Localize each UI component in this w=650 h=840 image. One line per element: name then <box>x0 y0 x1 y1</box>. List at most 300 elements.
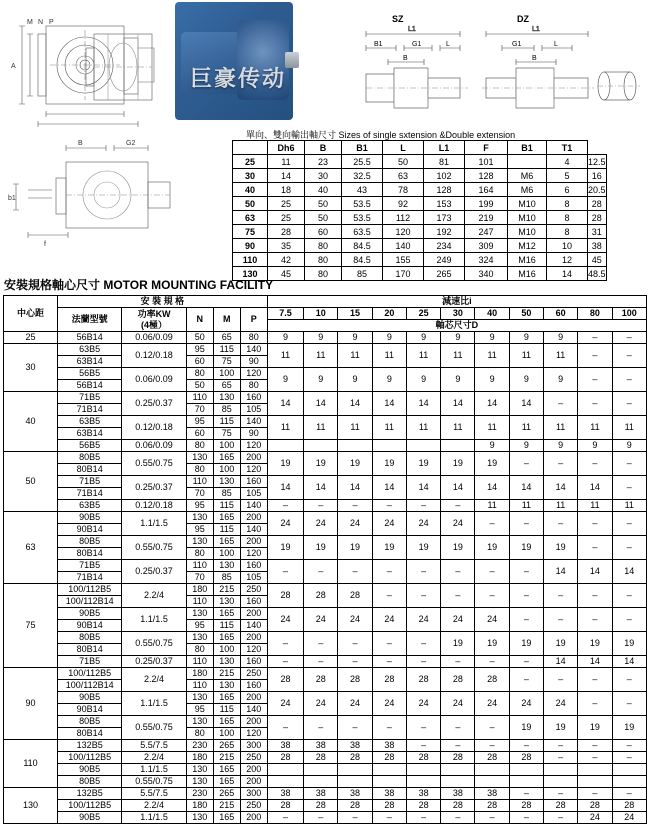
dim-value-cell: 30 <box>305 169 342 183</box>
cell-shaft-d: 24 <box>338 692 372 716</box>
cell-shaft-d: 38 <box>372 740 406 752</box>
cell-m: 265 <box>213 740 240 752</box>
cell-shaft-d: 28 <box>509 752 543 764</box>
cell-power: 0.25/0.37 <box>122 560 186 584</box>
cell-flange: 80B14 <box>58 644 122 656</box>
cell-shaft-d: 9 <box>338 368 372 392</box>
cell-shaft-d: 11 <box>509 500 543 512</box>
dim-value-cell: M10 <box>508 197 547 211</box>
cell-shaft-d: 19 <box>509 632 543 656</box>
cell-shaft-d: 19 <box>544 632 578 656</box>
cell-power: 0.12/0.18 <box>122 500 186 512</box>
cell-shaft-d: 9 <box>544 332 578 344</box>
dim-value-cell: 249 <box>424 253 465 267</box>
cell-shaft-d: – <box>406 740 440 752</box>
cell-m: 130 <box>213 560 240 572</box>
table-row <box>233 155 607 169</box>
header-p: P <box>240 308 267 332</box>
cell-shaft-d <box>509 776 543 788</box>
dim-value-cell: 20.5 <box>588 184 606 195</box>
cell-shaft-d: – <box>475 740 509 752</box>
sz-drawing <box>348 22 478 127</box>
cell-n: 130 <box>186 536 213 548</box>
table-row <box>233 267 607 281</box>
cell-n: 110 <box>186 560 213 572</box>
cell-shaft-d: – <box>338 500 372 512</box>
cell-flange: 71B14 <box>58 488 122 500</box>
dim-value-cell: 10 <box>547 239 588 253</box>
cell-n: 60 <box>186 356 213 368</box>
dz-drawing <box>472 22 602 127</box>
table-row <box>233 253 607 267</box>
cell-p: 300 <box>240 740 267 752</box>
cell-shaft-d: – <box>578 512 612 536</box>
cell-p: 250 <box>240 584 267 596</box>
cell-shaft-d: 19 <box>544 716 578 740</box>
cell-shaft-d: 19 <box>267 536 303 560</box>
cell-shaft-d: 24 <box>578 812 612 824</box>
dim-size-cell: 90 <box>233 239 268 253</box>
cell-flange: 80B14 <box>58 728 122 740</box>
cell-m: 165 <box>213 764 240 776</box>
cell-shaft-d: 19 <box>475 536 509 560</box>
cell-p: 160 <box>240 656 267 668</box>
cell-flange: 90B5 <box>58 764 122 776</box>
cell-p: 140 <box>240 620 267 632</box>
cell-shaft-d: – <box>509 656 543 668</box>
cell-shaft-d: – <box>544 740 578 752</box>
cell-shaft-d: – <box>612 788 646 800</box>
header-ratio: 7.5 <box>267 308 303 320</box>
dim-value-cell: 6 <box>547 183 588 197</box>
cell-shaft-d <box>406 764 440 776</box>
dim-value-cell: 8 <box>547 197 588 211</box>
cell-shaft-d: 38 <box>267 788 303 800</box>
cell-shaft-d: 24 <box>441 608 475 632</box>
cell-flange: 100/112B14 <box>58 680 122 692</box>
cell-power: 0.06/0.09 <box>122 368 186 392</box>
cell-n: 80 <box>186 548 213 560</box>
cell-shaft-d: 24 <box>372 608 406 632</box>
cell-shaft-d: 24 <box>304 512 338 536</box>
cell-n: 180 <box>186 800 213 812</box>
dim-value-cell: 14 <box>268 169 305 183</box>
cell-n: 50 <box>186 380 213 392</box>
cell-flange: 80B5 <box>58 452 122 464</box>
cell-shaft-d: 14 <box>578 656 612 668</box>
cell-power: 1.1/1.5 <box>122 764 186 776</box>
cell-shaft-d: 19 <box>372 536 406 560</box>
cell-m: 130 <box>213 392 240 404</box>
header-n: N <box>186 308 213 332</box>
cell-flange: 90B14 <box>58 524 122 536</box>
cell-shaft-d: 28 <box>406 752 440 764</box>
cell-shaft-d: – <box>509 608 543 632</box>
cell-shaft-d: – <box>612 332 646 344</box>
cell-shaft-d: – <box>372 560 406 584</box>
cell-n: 95 <box>186 416 213 428</box>
cell-shaft-d: 9 <box>612 440 646 452</box>
cell-shaft-d: – <box>304 656 338 668</box>
cell-p: 120 <box>240 368 267 380</box>
cell-shaft-d: – <box>267 716 303 740</box>
cell-flange: 80B14 <box>58 464 122 476</box>
cell-power: 0.55/0.75 <box>122 716 186 740</box>
cell-shaft-d: 28 <box>509 800 543 812</box>
cell-flange: 63B5 <box>58 500 122 512</box>
dim-value-cell: 38 <box>588 239 607 253</box>
table-row <box>4 440 647 452</box>
cell-shaft-d: – <box>372 500 406 512</box>
cell-power: 0.25/0.37 <box>122 476 186 500</box>
cell-shaft-d: 9 <box>372 332 406 344</box>
cell-p: 120 <box>240 464 267 476</box>
cell-n: 70 <box>186 404 213 416</box>
cell-shaft-d: 19 <box>475 452 509 476</box>
cell-shaft-d <box>612 776 646 788</box>
cell-shaft-d: 14 <box>304 476 338 500</box>
dim-size-cell: 30 <box>233 169 268 183</box>
cell-m: 215 <box>213 752 240 764</box>
cell-flange: 56B14 <box>58 380 122 392</box>
cell-n: 130 <box>186 812 213 824</box>
cell-shaft-d: – <box>612 752 646 764</box>
cell-shaft-d: – <box>441 812 475 824</box>
svg-text:G2: G2 <box>126 140 136 147</box>
cell-shaft-d: 11 <box>578 500 612 512</box>
cell-shaft-d: 28 <box>267 800 303 812</box>
cell-m: 100 <box>213 440 240 452</box>
dim-value-cell: 60 <box>305 225 342 239</box>
cell-shaft-d: – <box>578 368 612 392</box>
table-row <box>4 776 647 788</box>
cell-shaft-d: – <box>544 392 578 416</box>
watermark-logo: 巨豪传动 <box>189 66 286 92</box>
cell-m: 265 <box>213 788 240 800</box>
cell-p: 80 <box>240 332 267 344</box>
dim-value-cell: 84.5 <box>342 239 383 253</box>
table-header-row <box>4 296 647 308</box>
cell-shaft-d: 38 <box>338 788 372 800</box>
cell-shaft-d: 14 <box>509 476 543 500</box>
cell-shaft-d: 11 <box>338 416 372 440</box>
cell-shaft-d: 28 <box>544 800 578 812</box>
cell-flange: 71B5 <box>58 392 122 404</box>
cell-shaft-d: 28 <box>267 584 303 608</box>
cell-m: 165 <box>213 692 240 704</box>
cell-shaft-d: – <box>441 560 475 584</box>
cell-m: 100 <box>213 548 240 560</box>
cell-m: 115 <box>213 524 240 536</box>
cell-center-distance: 90 <box>4 668 58 740</box>
cell-shaft-d: 28 <box>267 668 303 692</box>
dim-value-cell: 25.5 <box>342 155 383 169</box>
dim-col-1: Dh6 <box>268 141 305 155</box>
cell-n: 130 <box>186 716 213 728</box>
cell-shaft-d: – <box>578 536 612 560</box>
cell-shaft-d: 11 <box>267 344 303 368</box>
table-row <box>4 740 647 752</box>
cell-shaft-d: 11 <box>475 500 509 512</box>
cell-shaft-d <box>338 776 372 788</box>
cell-shaft-d: – <box>612 692 646 716</box>
cell-p: 200 <box>240 536 267 548</box>
cell-shaft-d: – <box>612 344 646 368</box>
svg-text:L1: L1 <box>408 26 416 33</box>
cell-flange: 63B14 <box>58 428 122 440</box>
svg-text:A: A <box>11 63 16 70</box>
cell-power: 0.25/0.37 <box>122 392 186 416</box>
cell-shaft-d: 38 <box>475 788 509 800</box>
dim-value-cell: 309 <box>465 239 508 253</box>
table-row <box>4 812 647 824</box>
dim-col-3: B1 <box>342 141 383 155</box>
cell-shaft-d: 11 <box>544 344 578 368</box>
cell-flange: 90B14 <box>58 704 122 716</box>
cell-shaft-d: 28 <box>441 800 475 812</box>
cell-power: 0.06/0.09 <box>122 332 186 344</box>
table-row <box>4 584 647 596</box>
cell-m: 75 <box>213 428 240 440</box>
cell-shaft-d: 14 <box>338 476 372 500</box>
cell-p: 200 <box>240 608 267 620</box>
cell-shaft-d: – <box>578 752 612 764</box>
table-row <box>4 632 647 644</box>
cell-shaft-d <box>304 776 338 788</box>
cell-center-distance: 30 <box>4 344 58 392</box>
cell-shaft-d: 11 <box>544 416 578 440</box>
cell-shaft-d: 9 <box>475 332 509 344</box>
cell-shaft-d: 24 <box>612 812 646 824</box>
cell-shaft-d: 24 <box>441 692 475 716</box>
cell-shaft-d: 28 <box>338 584 372 608</box>
cell-flange: 71B14 <box>58 572 122 584</box>
cell-shaft-d: – <box>544 668 578 692</box>
cell-m: 165 <box>213 776 240 788</box>
cell-m: 115 <box>213 704 240 716</box>
cell-shaft-d: 11 <box>441 416 475 440</box>
cell-p: 200 <box>240 812 267 824</box>
table-row <box>4 416 647 428</box>
header-ratio: 40 <box>475 308 509 320</box>
cell-shaft-d: – <box>612 392 646 416</box>
cell-shaft-d <box>612 764 646 776</box>
cell-shaft-d: 19 <box>441 452 475 476</box>
dim-value-cell: 42 <box>268 253 305 267</box>
cell-center-distance: 40 <box>4 392 58 452</box>
table-row <box>4 752 647 764</box>
cell-m: 100 <box>213 368 240 380</box>
table-row <box>233 183 607 197</box>
header-ratio-group: 減速比i <box>267 296 646 308</box>
cell-p: 200 <box>240 632 267 644</box>
table-row <box>4 500 647 512</box>
cell-shaft-d: 24 <box>475 608 509 632</box>
dim-value-cell: 63.5 <box>342 225 383 239</box>
cell-shaft-d: – <box>304 716 338 740</box>
cell-shaft-d: – <box>475 584 509 608</box>
dim-value-cell: 199 <box>465 197 508 211</box>
cell-shaft-d: – <box>338 632 372 656</box>
dim-value-cell: 25 <box>268 197 305 211</box>
cell-shaft-d: – <box>578 788 612 800</box>
cell-m: 165 <box>213 512 240 524</box>
cell-shaft-d: – <box>578 668 612 692</box>
cell-shaft-d: – <box>406 716 440 740</box>
cell-flange: 100/112B5 <box>58 752 122 764</box>
cell-m: 115 <box>213 500 240 512</box>
cell-shaft-d: 11 <box>475 344 509 368</box>
table-row <box>4 764 647 776</box>
dim-value-cell: 120 <box>383 225 424 239</box>
cell-shaft-d: 19 <box>509 536 543 560</box>
cell-power: 1.1/1.5 <box>122 812 186 824</box>
cell-n: 70 <box>186 488 213 500</box>
cell-shaft-d: 11 <box>544 500 578 512</box>
svg-text:B: B <box>532 55 537 62</box>
cell-shaft-d: 28 <box>338 800 372 812</box>
cell-shaft-d: – <box>267 632 303 656</box>
cell-m: 75 <box>213 356 240 368</box>
table-row <box>4 800 647 812</box>
cell-flange: 100/112B14 <box>58 596 122 608</box>
dim-value-cell: 84.5 <box>342 253 383 267</box>
cell-shaft-d: 9 <box>372 368 406 392</box>
cell-m: 100 <box>213 728 240 740</box>
cell-m: 130 <box>213 596 240 608</box>
cell-shaft-d: – <box>612 584 646 608</box>
cell-p: 140 <box>240 704 267 716</box>
svg-text:f: f <box>44 241 46 248</box>
header-ratio: 100 <box>612 308 646 320</box>
cell-p: 200 <box>240 692 267 704</box>
dim-value-cell: 78 <box>383 183 424 197</box>
cell-shaft-d <box>267 776 303 788</box>
table-row <box>4 332 647 344</box>
cell-shaft-d: 11 <box>372 344 406 368</box>
cell-power: 2.2/4 <box>122 668 186 692</box>
cell-shaft-d: 24 <box>267 608 303 632</box>
dim-value-cell: 11 <box>268 155 305 169</box>
cell-p: 80 <box>240 380 267 392</box>
cell-p: 140 <box>240 524 267 536</box>
cell-p: 90 <box>240 428 267 440</box>
cell-shaft-d: 11 <box>338 344 372 368</box>
cell-shaft-d: 28 <box>612 800 646 812</box>
cell-m: 85 <box>213 488 240 500</box>
cell-flange: 100/112B5 <box>58 800 122 812</box>
cell-shaft-d: 14 <box>544 656 578 668</box>
cell-shaft-d: – <box>612 512 646 536</box>
svg-text:P: P <box>49 19 54 26</box>
cell-shaft-d: 14 <box>544 476 578 500</box>
cell-flange: 56B5 <box>58 440 122 452</box>
cell-flange: 80B5 <box>58 536 122 548</box>
cell-shaft-d: 24 <box>372 692 406 716</box>
cell-n: 60 <box>186 428 213 440</box>
cell-n: 95 <box>186 500 213 512</box>
cell-shaft-d: 14 <box>441 392 475 416</box>
dim-value-cell: 4 <box>547 155 588 169</box>
cell-shaft-d: – <box>372 716 406 740</box>
cell-m: 215 <box>213 584 240 596</box>
cell-shaft-d <box>338 440 372 452</box>
cell-shaft-d: 24 <box>338 608 372 632</box>
cell-shaft-d <box>441 764 475 776</box>
dim-value-cell: M10 <box>508 211 547 225</box>
cell-shaft-d: 24 <box>475 692 509 716</box>
cell-shaft-d: – <box>304 632 338 656</box>
cell-shaft-d: – <box>544 752 578 764</box>
cell-shaft-d: – <box>578 452 612 476</box>
cell-n: 130 <box>186 452 213 464</box>
dim-value-cell: 63 <box>383 169 424 183</box>
cell-n: 95 <box>186 704 213 716</box>
dim-value-cell: M16 <box>508 253 547 267</box>
dim-value-cell: 12.5 <box>588 156 606 167</box>
cell-shaft-d: – <box>406 632 440 656</box>
cell-shaft-d: 14 <box>267 476 303 500</box>
cell-shaft-d: 9 <box>441 332 475 344</box>
cell-m: 165 <box>213 716 240 728</box>
table-row <box>4 512 647 524</box>
table-row <box>4 656 647 668</box>
cell-shaft-d: 19 <box>441 632 475 656</box>
cell-shaft-d: – <box>509 512 543 536</box>
dim-size-cell: 75 <box>233 225 268 239</box>
header-ratio: 80 <box>578 308 612 320</box>
cell-shaft-d: – <box>509 812 543 824</box>
table-row <box>233 169 607 183</box>
dim-value-cell: 80 <box>305 239 342 253</box>
cell-shaft-d <box>544 776 578 788</box>
dim-value-cell: 173 <box>424 211 465 225</box>
cell-shaft-d: 11 <box>304 416 338 440</box>
cell-shaft-d: 9 <box>509 368 543 392</box>
cell-shaft-d: 24 <box>509 692 543 716</box>
cell-shaft-d: – <box>267 656 303 668</box>
cell-shaft-d: 28 <box>441 668 475 692</box>
cell-m: 165 <box>213 632 240 644</box>
cell-shaft-d: – <box>406 560 440 584</box>
cell-power: 1.1/1.5 <box>122 512 186 536</box>
cell-shaft-d: 11 <box>441 344 475 368</box>
dim-value-cell: 45 <box>268 267 305 281</box>
cell-flange: 71B5 <box>58 656 122 668</box>
dim-value-cell: 50 <box>305 211 342 225</box>
cell-n: 95 <box>186 344 213 356</box>
cell-n: 95 <box>186 620 213 632</box>
cell-flange: 71B5 <box>58 476 122 488</box>
table-row <box>233 225 607 239</box>
cell-shaft-d: 24 <box>267 692 303 716</box>
cell-shaft-d <box>267 764 303 776</box>
cell-shaft-d <box>578 764 612 776</box>
cell-flange: 56B5 <box>58 368 122 380</box>
cell-shaft-d: – <box>475 656 509 668</box>
cell-shaft-d: – <box>578 740 612 752</box>
cell-shaft-d: 28 <box>475 800 509 812</box>
table-row <box>4 392 647 404</box>
dim-value-cell: 28 <box>268 225 305 239</box>
cell-shaft-d: – <box>612 536 646 560</box>
cell-p: 140 <box>240 344 267 356</box>
dim-value-cell: M16 <box>508 267 547 281</box>
cell-p: 200 <box>240 764 267 776</box>
cell-p: 300 <box>240 788 267 800</box>
cell-n: 130 <box>186 512 213 524</box>
cell-shaft-d: 11 <box>509 416 543 440</box>
